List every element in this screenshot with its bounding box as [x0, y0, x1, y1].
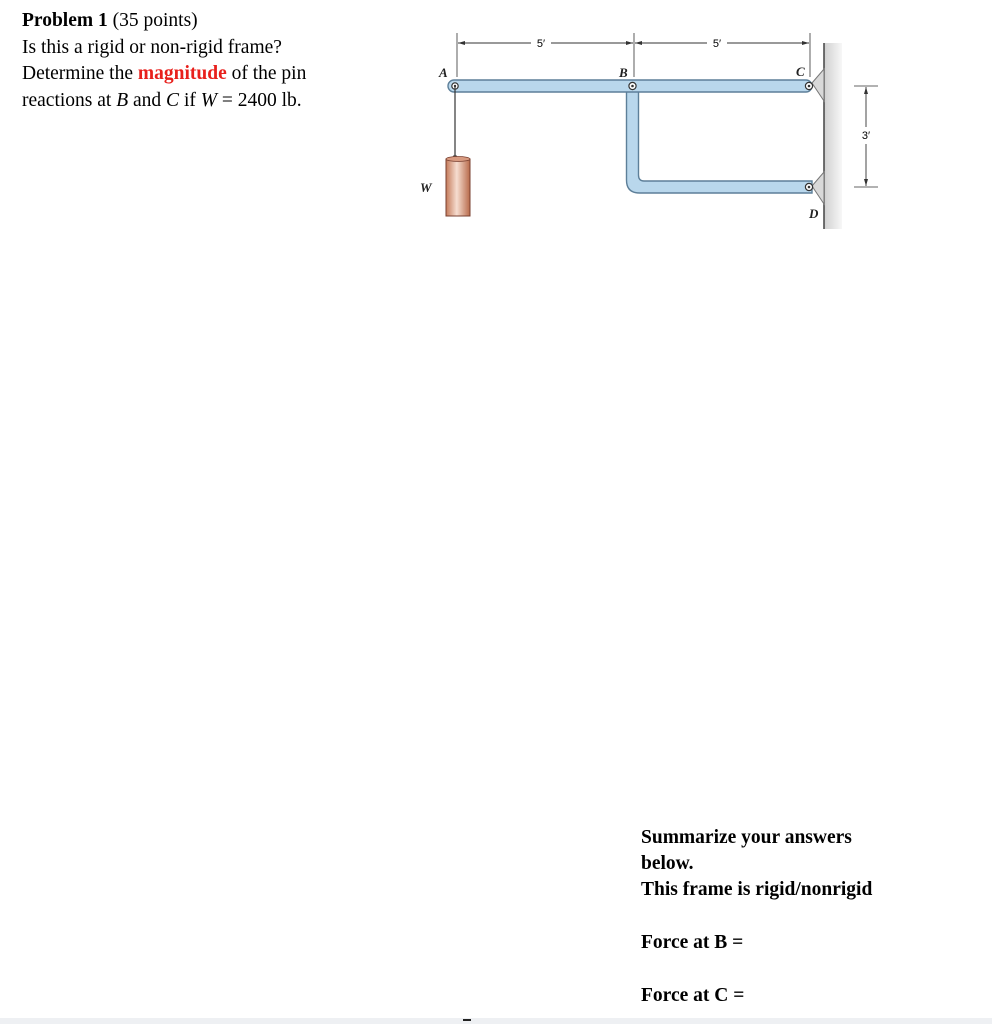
point-b-ref: B — [116, 89, 129, 111]
problem-points: (35 points) — [112, 10, 198, 31]
spacer — [641, 903, 961, 930]
reactions-pre: reactions at — [22, 89, 117, 111]
summary-heading-line2: below. — [641, 853, 694, 874]
problem-question: Is this a rigid or non-rigid frame? — [22, 36, 282, 58]
label-b: B — [619, 65, 628, 80]
bent-member-bd — [627, 87, 813, 193]
bracket-c — [812, 69, 824, 101]
dim-ab-arrow-right — [626, 41, 633, 45]
label-d: D — [809, 206, 819, 221]
weight-variable: W — [200, 89, 217, 111]
if-word: if — [179, 89, 201, 111]
magnitude-highlight: magnitude — [137, 63, 227, 84]
label-w: W — [420, 180, 432, 195]
pin-c-center — [808, 85, 811, 88]
dim-bc-arrow-right — [802, 41, 809, 45]
problem-title: Problem 1 — [22, 10, 108, 31]
summary-heading-line1: Summarize your answers — [641, 827, 852, 848]
problem-determine-line — [22, 61, 402, 88]
label-a: A — [439, 65, 448, 80]
dim-cd-arrow-bottom — [864, 179, 868, 186]
wall — [824, 43, 842, 229]
rigid-answer-line: This frame is rigid/nonrigid — [641, 879, 873, 900]
and-word: and — [128, 89, 167, 111]
dim-cd-arrow-top — [864, 87, 868, 94]
dim-ab-arrow-left — [458, 41, 465, 45]
determine-post: of the pin — [226, 63, 307, 84]
weight-block — [446, 159, 470, 216]
pin-d-center — [808, 186, 811, 189]
force-b-answer: Force at B = — [641, 932, 744, 953]
point-c-ref: C — [166, 89, 180, 111]
page-mark — [463, 1019, 471, 1021]
dim-bc-arrow-left — [635, 41, 642, 45]
determine-pre: Determine the — [22, 63, 138, 84]
dim-bc-label: 5′ — [712, 38, 722, 50]
weight-equation: = 2400 lb. — [216, 89, 302, 111]
dim-ab-label: 5′ — [536, 38, 546, 50]
problem-reactions-line — [22, 88, 402, 115]
pin-b-center — [631, 85, 634, 88]
dim-cd-label: 3′ — [861, 130, 871, 142]
answer-summary — [641, 825, 961, 1009]
problem-heading — [22, 8, 402, 35]
force-c-answer: Force at C = — [641, 985, 745, 1006]
bracket-d — [812, 172, 824, 204]
page-bottom-edge — [0, 1018, 992, 1024]
problem-statement — [22, 8, 402, 114]
label-c: C — [796, 64, 805, 79]
spacer — [641, 956, 961, 983]
frame-diagram — [405, 25, 885, 235]
weight-top — [446, 157, 470, 162]
